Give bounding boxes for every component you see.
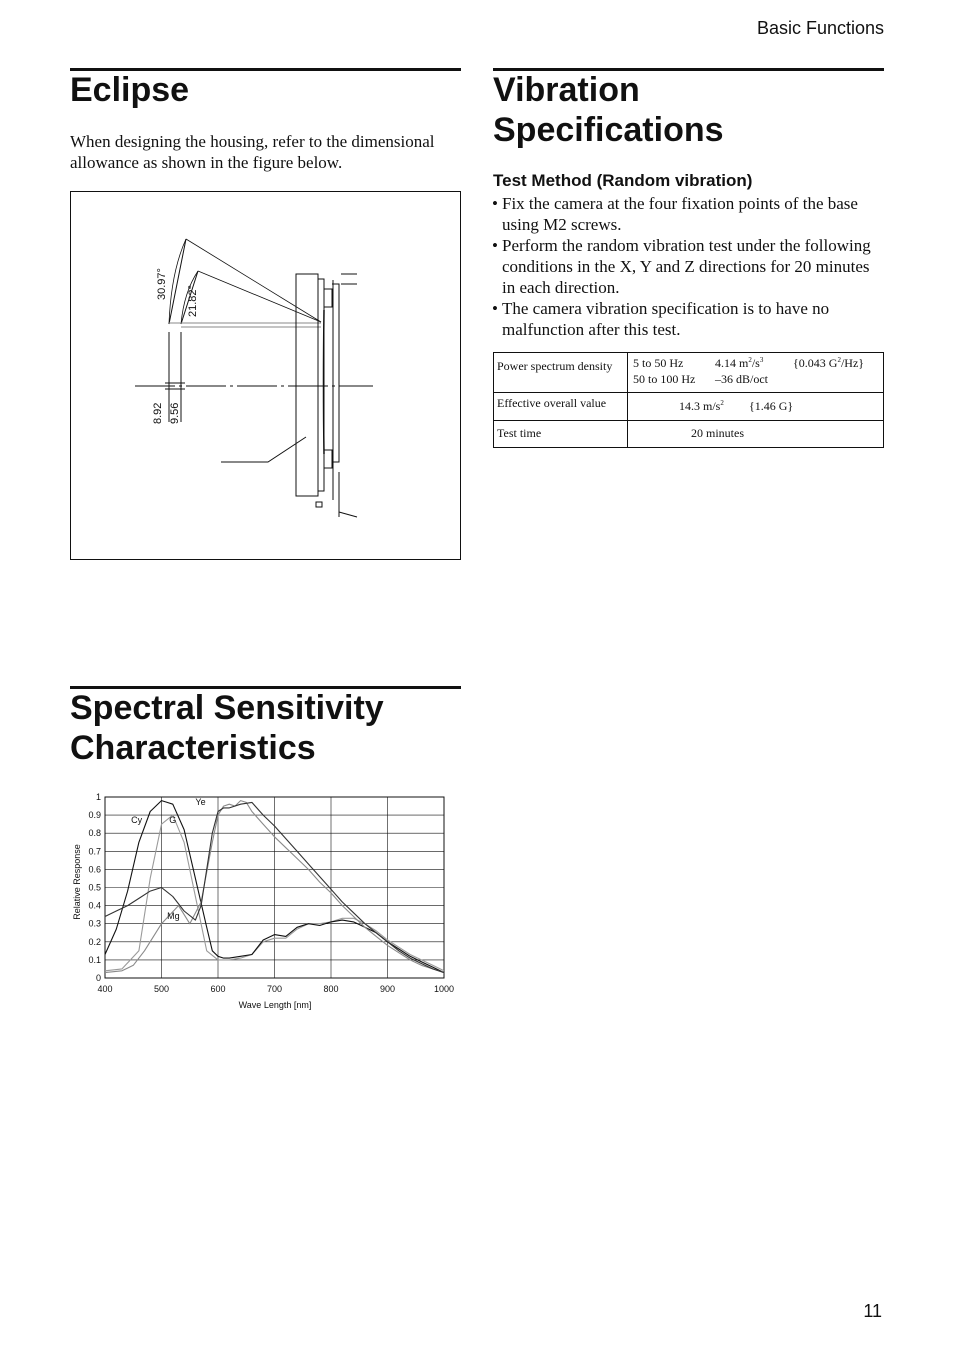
vibration-subheading: Test Method (Random vibration) — [493, 171, 753, 190]
vibration-list — [493, 193, 885, 340]
heading-eclipse: Eclipse — [70, 71, 190, 109]
page-number: 11 — [863, 1301, 882, 1321]
range-1: 5 to 50 Hz — [633, 356, 684, 370]
heading-spectral — [70, 688, 384, 768]
range-2: 50 to 100 Hz — [633, 372, 696, 386]
y-axis-label: Relative Response — [72, 844, 82, 920]
value-2: –36 dB/oct — [715, 372, 768, 386]
x-tick-label: 500 — [153, 984, 170, 994]
list-item-text: Fix the camera at the four fixation points of the base using M2 screws. — [502, 194, 858, 234]
list-item-text: The camera vibration specification is to have no malfunction after this test. — [502, 299, 830, 339]
bullet: • — [492, 236, 498, 255]
y-tick-label: 0.5 — [88, 882, 101, 893]
table-cell-label: Power spectrum density — [494, 353, 628, 393]
heading-vibration-line2: Specifications — [493, 111, 724, 149]
dimension-b-label: 9.56 — [169, 402, 181, 424]
table-row — [494, 353, 884, 393]
eclipse-paragraph: When designing the housing, refer to the dimensional allowance as shown in the figure below. — [70, 132, 435, 172]
value-1-alt: {0.043 $G^2/Hz$} — [793, 356, 865, 370]
eclipse-diagram — [71, 192, 460, 559]
list-item — [493, 193, 885, 235]
list-item — [493, 235, 885, 298]
table-cell-value — [628, 393, 884, 421]
y-tick-label: 0.9 — [88, 810, 101, 821]
y-tick-label: 0.2 — [88, 936, 101, 947]
eclipse-figure — [70, 191, 461, 560]
bullet: • — [492, 194, 498, 213]
running-header: Basic Functions — [756, 18, 884, 38]
heading-spectral-line1: Spectral Sensitivity — [70, 689, 384, 727]
angle-large-label: 30.97° — [156, 268, 168, 300]
table-row — [494, 421, 884, 448]
spectral-chart — [60, 785, 470, 1020]
vibration-spec-table — [493, 352, 884, 448]
heading-vibration — [493, 70, 724, 150]
y-tick-label: 0.4 — [88, 900, 101, 911]
y-tick-label: 1 — [95, 792, 101, 802]
series-label: Mg — [167, 911, 180, 922]
x-tick-label: 900 — [379, 984, 396, 994]
angle-small-label: 21.82° — [187, 285, 199, 317]
y-tick-label: 0 — [95, 973, 101, 983]
table-row — [494, 393, 884, 421]
chart-grid — [105, 797, 444, 978]
y-tick-label: 0.6 — [88, 864, 101, 875]
series-label: Ye — [195, 797, 206, 808]
effective-value: 14.3 $m/s^2$ — [679, 399, 724, 413]
y-tick-label: 0.1 — [88, 954, 101, 965]
series-label: G — [169, 815, 177, 826]
table-cell-label: Test time — [494, 421, 628, 448]
chart-annotations — [131, 797, 205, 921]
x-tick-label: 400 — [97, 984, 113, 994]
test-time-value: 20 minutes — [691, 426, 744, 440]
list-item — [493, 298, 885, 340]
series-label: Cy — [131, 815, 143, 826]
table-cell-value — [628, 353, 884, 393]
table-cell-label: Effective overall value — [494, 393, 628, 421]
y-tick-label: 0.7 — [88, 846, 101, 857]
x-axis-label: Wave Length [nm] — [238, 1000, 312, 1010]
x-tick-label: 800 — [323, 984, 339, 994]
heading-spectral-line2: Characteristics — [70, 729, 316, 767]
bullet: • — [492, 299, 498, 318]
dimension-a-label: 8.92 — [152, 402, 164, 424]
heading-vibration-line1: Vibration — [493, 71, 640, 109]
x-tick-label: 700 — [266, 984, 283, 994]
value-1: 4.14 $m^2/s^3$ — [715, 356, 764, 370]
list-item-text: Perform the random vibration test under the following conditions in the X, Y and Z directions for 20 minutes in each direction. — [502, 236, 871, 297]
x-tick-label: 1000 — [433, 984, 455, 994]
table-cell-value — [628, 421, 884, 448]
y-tick-label: 0.3 — [88, 918, 101, 929]
x-tick-label: 600 — [210, 984, 226, 994]
effective-value-alt: {1.46 G} — [749, 399, 794, 413]
y-tick-label: 0.8 — [88, 828, 101, 839]
